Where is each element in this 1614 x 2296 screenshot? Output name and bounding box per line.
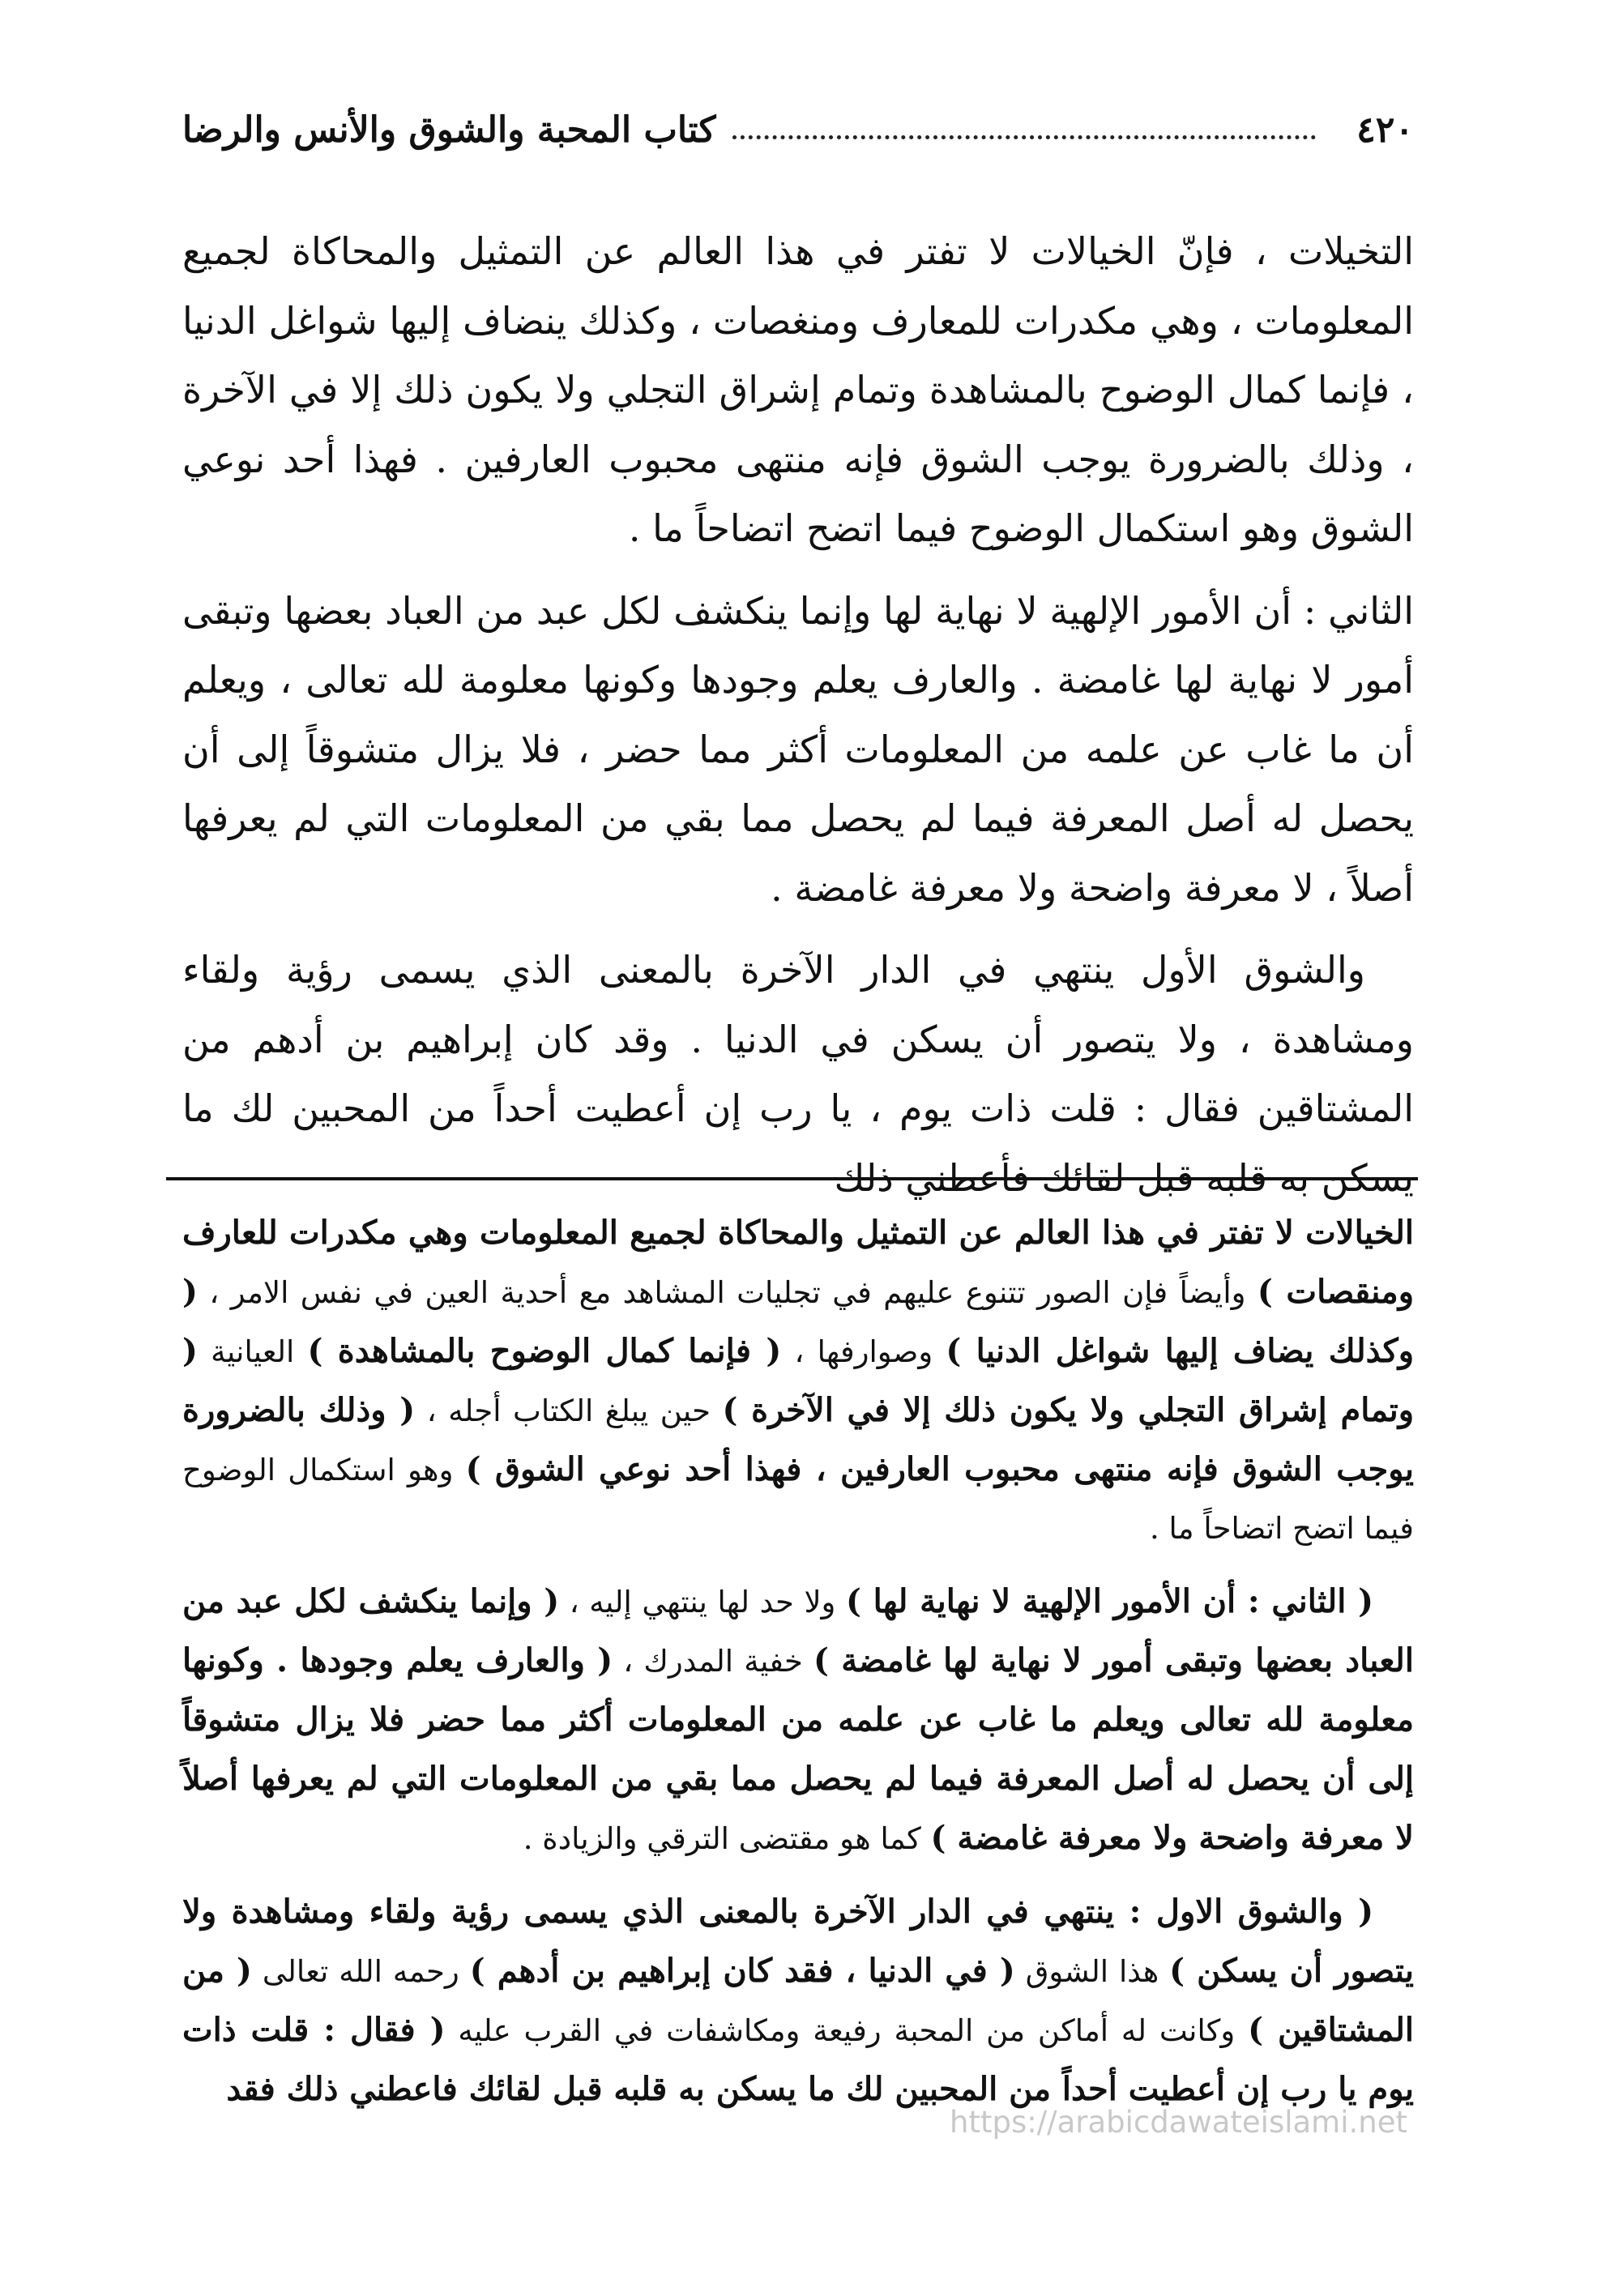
commentary-quote: ( من المشتاقين ): [182, 1952, 1414, 2049]
commentary-quote: ( والشوق الاول : ينتهي في الدار الآخرة بالمعنى الذي يسمى رؤية ولقاء ومشاهدة ولا يتصور أن يسكن ): [182, 1893, 1415, 1990]
commentary-note: هذا الشوق: [1025, 1954, 1159, 1989]
page-header: [182, 97, 1414, 162]
commentary-quote: الخيالات لا تفتر في هذا العالم عن التمثيل والمحاكاة لجميع المعلومات وهي مكدرات للعارف ومنقصات ): [182, 1214, 1415, 1311]
commentary-quote: ( والعارف يعلم وجودها . وكونها معلومة لله تعالى ويعلم ما غاب عن علمه من المعلومات أكثر مما حضر فلا يزال متشوقاً إلى أن يحصل له أصل المعرفة فيما لم يحصل مما بقي من المعلومات التي لم يعرفها أصلاً لا معرفة واضحة ولا معرفة غامضة ): [182, 1641, 1414, 1857]
book-title: كتاب المحبة والشوق والأنس والرضا: [182, 109, 716, 151]
commentary-note: ولا حد لها ينتهي إليه ،: [569, 1585, 836, 1620]
commentary-note: حين يبلغ الكتاب أجله ،: [426, 1393, 711, 1428]
main-text: [182, 217, 1414, 1226]
commentary-quote: ( فقال : قلت ذات يوم يا رب إن أعطيت أحداً من المحبين لك ما يسكن به قلبه قبل لقائك فاعطني ذلك فقد: [182, 2011, 1414, 2108]
commentary-quote: ( الثاني : أن الأمور الإلهية لا نهاية لها ): [846, 1582, 1373, 1620]
main-paragraph: والشوق الأول ينتهي في الدار الآخرة بالمعنى الذي يسمى رؤية ولقاء ومشاهدة ، ولا يتصور أن يسكن في الدنيا . وقد كان إبراهيم بن أدهم من المشتاقين فقال : قلت ذات يوم ، يا رب إن أعطيت أحداً من المحبين لك ما يسكن به قلبه قبل لقائك فأعطني ذلك: [182, 948, 1414, 1200]
commentary-note: وكانت له أماكن من المحبة رفيعة ومكاشفات في القرب عليه: [458, 2013, 1236, 2048]
commentary-quote: ( وإنما ينكشف لكل عبد من العباد بعضها وتبقى أمور لا نهاية لها غامضة ): [182, 1582, 1414, 1679]
commentary-note: وأيضاً فإن الصور تتنوع عليهم في تجليات المشاهد مع أحدية العين في نفس الامر ،: [209, 1275, 1246, 1310]
commentary-quote: ( فإنما كمال الوضوح بالمشاهدة ): [307, 1332, 782, 1370]
page-number: ٤٢٠: [1356, 109, 1414, 151]
commentary-quote: ( وكذلك يضاف إليها شواغل الدنيا ): [182, 1273, 1415, 1370]
header-dotted-leader: [732, 135, 1317, 139]
commentary-section: [182, 1204, 1414, 2134]
main-paragraph: التخيلات ، فإنّ الخيالات لا تفتر في هذا العالم عن التمثيل والمحاكاة لجميع المعلومات ، وهي مكدرات للمعارف ومنغصات ، وكذلك ينضاف إليها شواغل الدنيا ، فإنما كمال الوضوح بالمشاهدة وتمام إشراق التجلي ولا يكون ذلك إلا في الآخرة ، وذلك بالضرورة يوجب الشوق فإنه منتهى محبوب العارفين . فهذا أحد نوعي الشوق وهو استكمال الوضوح فيما اتضح اتضاحاً ما .: [182, 229, 1415, 550]
commentary-note: وصوارفها ،: [794, 1334, 933, 1369]
commentary-quote: ( في الدنيا ، فقد كان إبراهيم بن أدهم ): [469, 1952, 1015, 1990]
site-watermark: https://arabicdawateislami.net: [950, 2105, 1407, 2140]
commentary-quote: ( وذلك بالضرورة يوجب الشوق فإنه منتهى محبوب العارفين ، فهذا أحد نوعي الشوق ): [182, 1391, 1414, 1488]
commentary-note: كما هو مقتضى الترقي والزيادة .: [523, 1821, 921, 1856]
main-paragraph: الثاني : أن الأمور الإلهية لا نهاية لها وإنما ينكشف لكل عبد من العباد بعضها وتبقى أمور لا نهاية لها غامضة . والعارف يعلم وجودها وكونها معلومة لله تعالى ، ويعلم أن ما غاب عن علمه من المعلومات أكثر مما حضر ، فلا يزال متشوقاً إلى أن يحصل له أصل المعرفة فيما لم يحصل مما بقي من المعلومات التي لم يعرفها أصلاً ، لا معرفة واضحة ولا معرفة غامضة .: [182, 588, 1414, 910]
commentary-note: رحمه الله تعالى: [262, 1954, 459, 1989]
commentary-note: وهو استكمال الوضوح فيما اتضح اتضاحاً ما .: [182, 1453, 1414, 1546]
commentary-note: العيانية: [211, 1334, 295, 1369]
commentary-note: خفية المدرك ،: [623, 1644, 803, 1679]
footnote-divider: [166, 1177, 1418, 1180]
commentary-paragraph: [182, 1573, 1414, 1868]
commentary-paragraph: [182, 1883, 1414, 2119]
commentary-paragraph: [182, 1204, 1414, 1558]
commentary-quote: ( وتمام إشراق التجلي ولا يكون ذلك إلا في الآخرة ): [182, 1332, 1415, 1429]
